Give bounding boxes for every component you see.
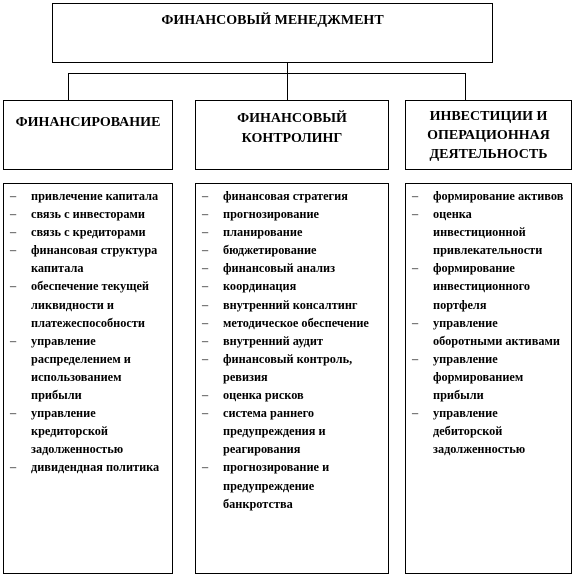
connector-middle-vertical (287, 73, 288, 101)
list-item: – бюджетирование (200, 241, 384, 259)
list-item: – управление распределением и использованием прибыли (8, 332, 168, 404)
list-item: – связь с кредиторами (8, 223, 168, 241)
list-item: – планирование (200, 223, 384, 241)
financing-list (4, 184, 172, 479)
list-item: – координация (200, 277, 384, 295)
financial-management-title: ФИНАНСОВЫЙ МЕНЕДЖМЕНТ (161, 13, 384, 28)
list-item: – методическое обеспечение (200, 314, 384, 332)
list-item: – дивидендная политика (8, 458, 168, 476)
investments-list-box (405, 183, 572, 574)
list-item: – управление кредиторской задолженностью (8, 404, 168, 458)
list-item: – финансовый контроль, ревизия (200, 350, 384, 386)
controlling-title: ФИНАНСОВЫЙ КОНТРОЛИНГ (237, 111, 347, 146)
list-item: – финансовая стратегия (200, 187, 384, 205)
list-item: – управление дебиторской задолженностью (410, 404, 567, 458)
list-item: – оценка рисков (200, 386, 384, 404)
controlling-header-box (195, 100, 389, 170)
controlling-list-box (195, 183, 389, 574)
list-item: – управление формированием прибыли (410, 350, 567, 404)
investments-list (406, 184, 571, 460)
list-item: – финансовая структура капитала (8, 241, 168, 277)
list-item: – внутренний аудит (200, 332, 384, 350)
list-item: – прогнозирование и предупреждение банкротства (200, 458, 384, 512)
list-item: – формирование активов (410, 187, 567, 205)
list-item: – финансовый анализ (200, 259, 384, 277)
financing-header-box (3, 100, 173, 170)
list-item: – обеспечение текущей ликвидности и платежеспособности (8, 277, 168, 331)
list-item: – связь с инвесторами (8, 205, 168, 223)
list-item: – управление оборотными активами (410, 314, 567, 350)
controlling-list (196, 184, 388, 515)
connector-right-vertical (465, 73, 466, 101)
list-item: – внутренний консалтинг (200, 296, 384, 314)
connector-horizontal (68, 73, 466, 74)
list-item: – прогнозирование (200, 205, 384, 223)
list-item: – система раннего предупреждения и реагирования (200, 404, 384, 458)
financing-title: ФИНАНСИРОВАНИЕ (15, 115, 161, 130)
investments-header-box (405, 100, 572, 170)
list-item: – привлечение капитала (8, 187, 168, 205)
investments-title: ИНВЕСТИЦИИ И ОПЕРАЦИОННАЯ ДЕЯТЕЛЬНОСТЬ (427, 108, 550, 162)
financing-list-box (3, 183, 173, 574)
connector-left-vertical (68, 73, 69, 101)
list-item: – оценка инвестиционной привлекательности (410, 205, 567, 259)
financial-management-box (52, 3, 493, 63)
list-item: – формирование инвестиционного портфеля (410, 259, 567, 313)
